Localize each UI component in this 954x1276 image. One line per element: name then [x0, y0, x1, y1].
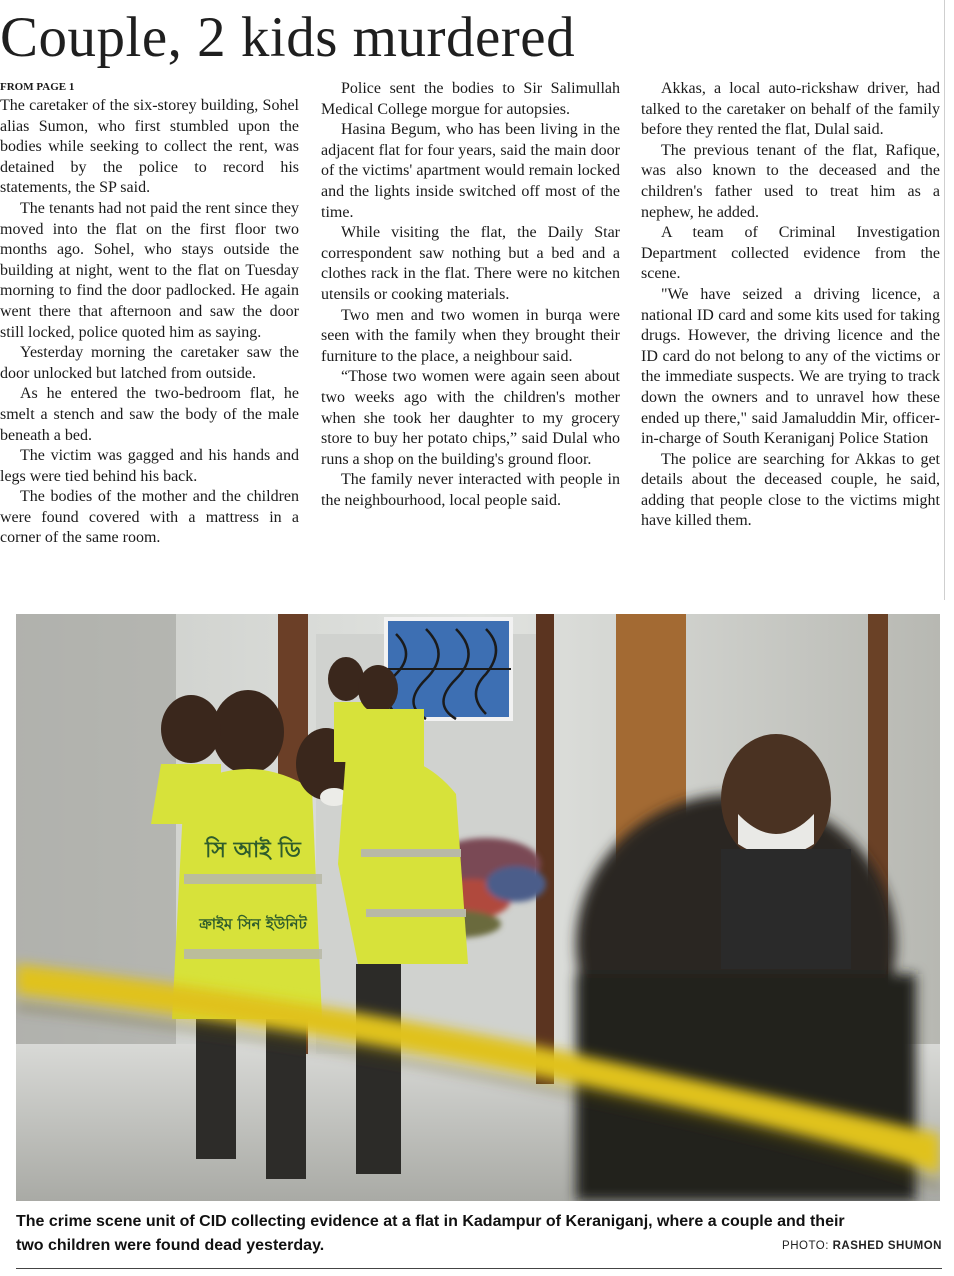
paragraph: Yesterday morning the caretaker saw the door unlocked but latched from outside. [0, 344, 299, 382]
vest-text-unit: ক্রাইম সিন ইউনিট [199, 915, 307, 933]
paragraph: “Those two women were again seen about two weeks ago with the children's mother when she took her daughter to my grocery store to buy her potato chips,” said Dulal who runs a shop on the building's ground floor. [321, 368, 620, 468]
paragraph: Akkas, a local auto-rickshaw driver, had talked to the caretaker on behalf of the family before they rented the flat, Dulal said. [641, 80, 940, 139]
paragraph: As he entered the two-bedroom flat, he smelt a stench and saw the body of the male beneath a bed. [0, 385, 299, 444]
article-column-2 [321, 79, 620, 511]
paragraph: While visiting the flat, the Daily Star correspondent saw nothing but a bed and a clothes rack in the flat. There were no kitchen utensils or cooking materials. [321, 224, 620, 303]
column-rule [944, 0, 945, 600]
paragraph: The victim was gagged and his hands and legs were tied behind his back. [0, 447, 299, 485]
photo-caption: The crime scene unit of CID collecting evidence at a flat in Kadampur of Keraniganj, where a couple and their two children were found dead yesterday. [16, 1213, 845, 1254]
photo-credit-name: RASHED SHUMON [832, 1240, 942, 1252]
paragraph: Hasina Begum, who has been living in the adjacent flat for four years, said the main door of the victims' apartment would remain locked and the lights inside switched off most of the time. [321, 121, 620, 221]
door-frame-right [536, 614, 554, 1084]
photo-credit [782, 1240, 942, 1252]
paragraph: The family never interacted with people in the neighbourhood, local people said. [321, 471, 620, 509]
bottom-rule [16, 1268, 942, 1269]
paragraph: A team of Criminal Investigation Department collected evidence from the scene. [641, 224, 940, 283]
paragraph: The tenants had not paid the rent since they moved into the flat on the first floor two months ago. Sohel, who stays outside the building at night, went to the flat on Tuesday morning to find the door padlocked. He again went there that afternoon and saw the door still locked, police quoted him as saying. [0, 199, 299, 341]
paragraph: The police are searching for Akkas to get details about the deceased couple, he said, adding that people close to the victims might have killed them. [641, 450, 940, 530]
paragraph: Police sent the bodies to Sir Salimullah Medical College morgue for autopsies. [321, 80, 620, 118]
paragraph: Two men and two women in burqa were seen with the family when they brought their furniture to the place, a neighbour said. [321, 306, 620, 365]
article-column-3 [641, 79, 940, 532]
vest-text-cid: সি আই ডি [205, 838, 301, 863]
paragraph: The caretaker of the six-storey building, Sohel alias Sumon, who first stumbled upon the bodies while seeking to collect the rent, was detained by the police to record his statements, the SP said. [0, 97, 299, 197]
photo-credit-label: PHOTO: [782, 1240, 829, 1252]
paragraph: The previous tenant of the flat, Rafique, was also known to the deceased and the children's father used to treat him as a nephew, he added. [641, 141, 940, 221]
paragraph: "We have seized a driving licence, a national ID card and some kits used for taking drugs. However, the driving licence and the ID card do not belong to any of the victims or the immediate suspects. We are trying to track down the owners and to unravel how these ended up there," said Jamaluddin Mir, officer-in-charge of South Keraniganj Police Station [641, 285, 940, 448]
kicker-from-page-1: FROM PAGE 1 [0, 81, 75, 93]
headline: Couple, 2 kids murdered [0, 6, 576, 69]
news-photo [16, 614, 940, 1201]
window-grille [386, 619, 511, 719]
article-column-1 [0, 96, 299, 549]
crime-scene-illustration [16, 614, 940, 1201]
paragraph: The bodies of the mother and the children were found covered with a mattress in a corner of the same room. [0, 488, 299, 547]
